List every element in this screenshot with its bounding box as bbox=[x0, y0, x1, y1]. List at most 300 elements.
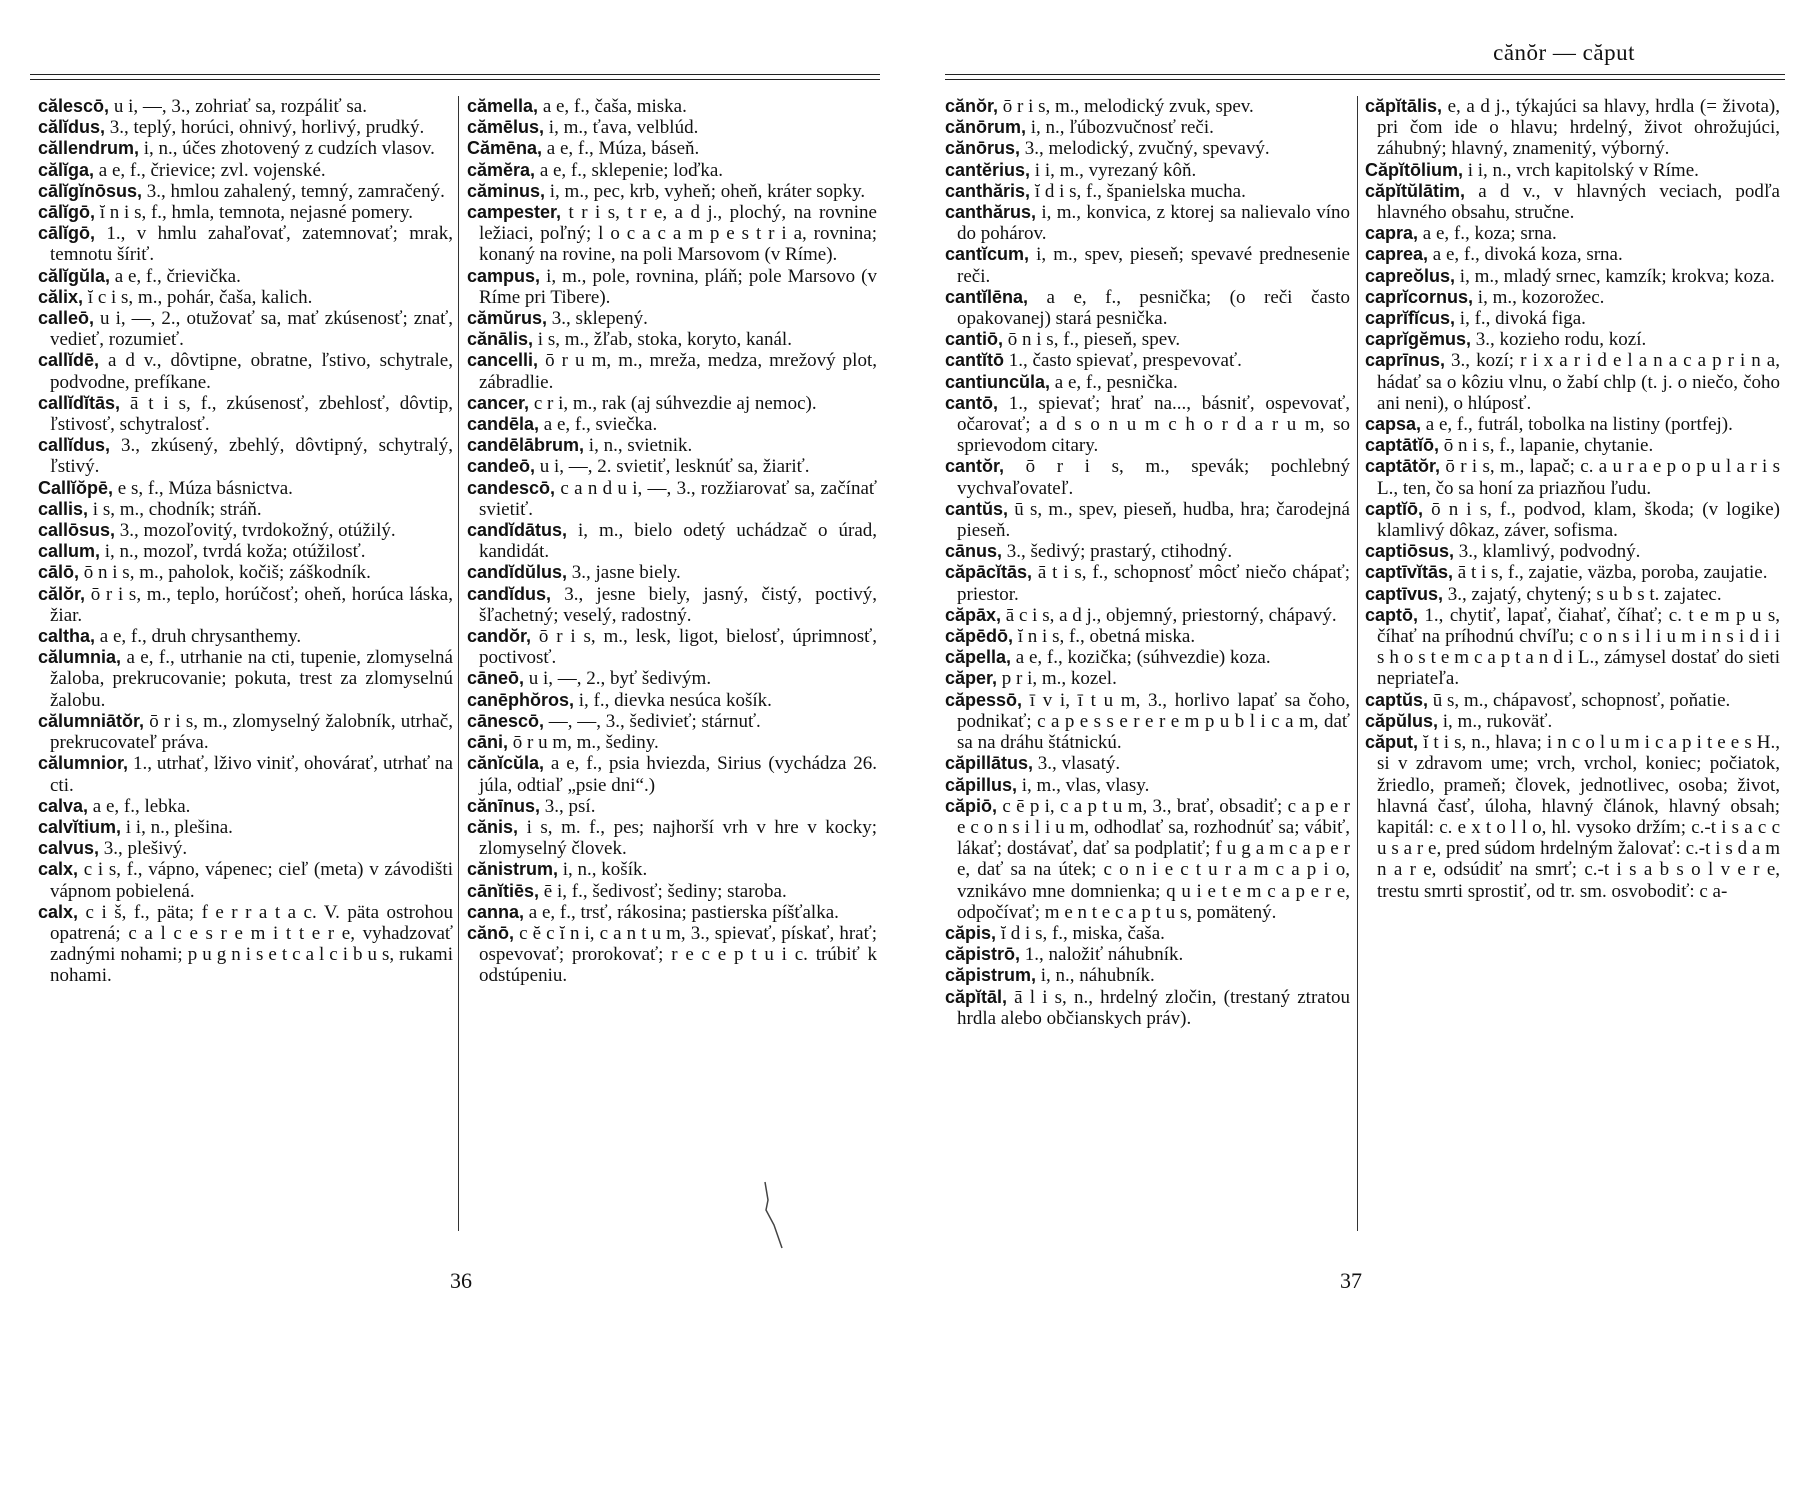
dictionary-entry bbox=[1365, 266, 1780, 287]
dictionary-entry bbox=[38, 393, 453, 435]
headword: cālĭgō, bbox=[38, 223, 96, 244]
definition: 1., naložiť náhubník. bbox=[1020, 944, 1184, 966]
headword: călumnia, bbox=[38, 647, 122, 668]
definition: u i, —, 3., zohriať sa, rozpáliť sa. bbox=[109, 96, 367, 117]
dictionary-entry bbox=[945, 244, 1350, 286]
definition: 1., spievať; hrať na..., básniť, ospevovať, očarovať; a d s o n u m c h o r d a r u m, so sprievodom citary. bbox=[957, 392, 1350, 457]
dictionary-entry bbox=[467, 393, 877, 414]
headword: cantiuncŭla, bbox=[945, 371, 1051, 392]
dictionary-entry bbox=[38, 287, 453, 308]
dictionary-entry bbox=[467, 308, 877, 329]
dictionary-entry bbox=[945, 372, 1350, 393]
headword: căpillus, bbox=[945, 774, 1018, 795]
headword: cālō, bbox=[38, 562, 80, 583]
header-rule bbox=[30, 74, 880, 75]
headword: cănŏr, bbox=[945, 96, 999, 116]
definition: 3., hmlou zahalený, temný, zamračený. bbox=[142, 180, 445, 202]
dictionary-entry bbox=[1365, 223, 1780, 244]
dictionary-entry bbox=[945, 647, 1350, 668]
dictionary-entry bbox=[1365, 287, 1780, 308]
dictionary-entry bbox=[1365, 435, 1780, 456]
dictionary-entry bbox=[945, 350, 1350, 371]
definition: ū s, m., chápavosť, schopnosť, poňatie. bbox=[1428, 689, 1731, 711]
headword: călumniātŏr, bbox=[38, 710, 145, 731]
definition: ū s, m., spev, pieseň, hudba, hra; čarodejná pieseň. bbox=[957, 498, 1350, 542]
definition: ā l i s, n., hrdelný zločin, (trestaný ztratou hrdla alebo občianskych práv). bbox=[957, 986, 1350, 1029]
headword: callōsus, bbox=[38, 520, 116, 541]
dictionary-entry bbox=[38, 902, 453, 987]
definition: c r i, m., rak (aj súhvezdie aj nemoc). bbox=[529, 392, 817, 414]
dictionary-entry bbox=[945, 160, 1350, 181]
dictionary-entry bbox=[467, 902, 877, 923]
headword: cālĭgĭnōsus, bbox=[38, 180, 143, 201]
definition: c ē p i, c a p t u m, 3., brať, obsadiť; c a p e r e c o n s i l i u m, odhodlať sa, rozhodnúť sa; vábiť, lákať; dostávať, dať sa podplatiť; f u g a m c a p e r e, dať sa na útek; c o n i e c t u r a m c a p i o, vznikávo mne domnienka; q u i e t e m c a p e r e, odpočívať; m e n t e c a p t u s, pomätený. bbox=[957, 795, 1350, 923]
header-rule bbox=[945, 74, 1785, 75]
dictionary-entry bbox=[945, 287, 1350, 329]
dictionary-entry bbox=[38, 350, 453, 392]
headword: candĭdātus, bbox=[467, 520, 568, 541]
headword: callĭdĭtās, bbox=[38, 392, 121, 413]
definition: ō r i s, m., melodický zvuk, spev. bbox=[998, 96, 1254, 117]
dictionary-entry bbox=[467, 329, 877, 350]
headword: calvĭtium, bbox=[38, 816, 122, 837]
dictionary-entry bbox=[467, 202, 877, 266]
headword: călumnior, bbox=[38, 753, 129, 774]
definition: a e, f., sklepenie; loďka. bbox=[535, 159, 724, 181]
definition: ā t i s, f., zkúsenosť, zbehlosť, dôvtip, ľstivosť, schytralosť. bbox=[50, 392, 453, 436]
dictionary-entry bbox=[467, 350, 877, 392]
headword: cantiō, bbox=[945, 329, 1004, 350]
dictionary-entry bbox=[1365, 456, 1780, 498]
headword: căminus, bbox=[467, 180, 546, 201]
headword: căpācĭtās, bbox=[945, 562, 1033, 583]
definition: c a n d u i, —, 3., rozžiarovať sa, začínať svietiť. bbox=[479, 477, 877, 520]
definition: ō r i s, m., spevák; pochlebný vychvaľovateľ. bbox=[957, 456, 1350, 499]
dictionary-entry bbox=[945, 181, 1350, 202]
headword: caprĭcornus, bbox=[1365, 286, 1474, 307]
headword: cantĭcum, bbox=[945, 244, 1030, 265]
dictionary-entry bbox=[467, 478, 877, 520]
headword: călĭgŭla, bbox=[38, 265, 111, 286]
definition: a e, f., koza; srna. bbox=[1418, 223, 1557, 245]
right-page bbox=[945, 0, 1785, 1500]
left-page bbox=[30, 0, 880, 1500]
definition: a e, f., lebka. bbox=[88, 795, 191, 817]
headword: cănālis, bbox=[467, 329, 534, 350]
dictionary-entry bbox=[945, 690, 1350, 754]
definition: 1., často spievať, prespevovať. bbox=[1004, 350, 1242, 372]
dictionary-entry bbox=[467, 96, 877, 117]
dictionary-entry bbox=[1365, 329, 1780, 350]
headword: captŭs, bbox=[1365, 689, 1429, 710]
definition: 3., teplý, horúci, ohnivý, horlivý, prudký. bbox=[105, 117, 425, 139]
definition: t r i s, t r e, a d j., plochý, na rovnine ležiaci, poľný; l o c a c a m p e s t r i a, rovnina; konaný na rovine, na poli Marsovom (v Ríme). bbox=[479, 202, 877, 266]
definition: i, n., košík. bbox=[558, 859, 648, 881]
definition: e s, f., Múza básnictva. bbox=[113, 477, 293, 499]
definition: a e, f., druh chrysanthemy. bbox=[95, 626, 302, 648]
headword: cāni, bbox=[467, 732, 509, 753]
dictionary-entry bbox=[945, 987, 1350, 1029]
definition: ō r u m, m., šediny. bbox=[508, 732, 659, 754]
headword: căpiō, bbox=[945, 795, 998, 816]
definition: ĭ t i s, n., hlava; i n c o l u m i c a p i t e e s H., si v zdravom ume; vrch, vrchol, koniec; počiatok, žriedlo, prameň; človek, jednotlivec, osoba; život, hlavná časť, úloha, hlavný článok, hlavný obsah; kapitál: c. e x t o l l o, hl. vysoko držím; c.-t i s a c c u s a r e, pred súdom hrdelným žalovať: c.-t i s d a m n a r e, odsúdiť na smrť; c.-t i s a b s o l v e r e, trestu smrti sprostiť, od tr. sm. osvobodiť: c a- bbox=[1377, 732, 1780, 902]
headword: căpis, bbox=[945, 922, 997, 943]
dictionary-entry bbox=[467, 668, 877, 689]
dictionary-entry bbox=[467, 711, 877, 732]
headword: căpessō, bbox=[945, 689, 1023, 710]
definition: c ĕ c ĭ n i, c a n t u m, 3., spievať, pískať, hrať; ospevovať; prorokovať; r e c e p t u i c. trúbiť k odstúpeniu. bbox=[479, 922, 877, 987]
dictionary-entry bbox=[1365, 181, 1780, 223]
definition: a e, f., pesnička. bbox=[1050, 371, 1178, 393]
dictionary-entry bbox=[1365, 605, 1780, 690]
headword: căpŭlus, bbox=[1365, 710, 1439, 731]
headword: callĭdus, bbox=[38, 435, 111, 456]
definition: a e, f., utrhanie na cti, tupenie, zlomyselná žaloba, prekrucovanie; pokuta, trest za zlomyselnú žalobu. bbox=[50, 647, 453, 711]
dictionary-entry bbox=[38, 181, 453, 202]
dictionary-entry bbox=[38, 160, 453, 181]
dictionary-column-left-1 bbox=[38, 96, 453, 987]
definition: ō n i s, m., paholok, kočiš; záškodník. bbox=[79, 562, 371, 584]
headword: callis, bbox=[38, 498, 89, 519]
headword: captātŏr, bbox=[1365, 456, 1441, 477]
dictionary-entry bbox=[467, 435, 877, 456]
headword: capreŏlus, bbox=[1365, 265, 1456, 286]
dictionary-entry bbox=[467, 796, 877, 817]
dictionary-entry bbox=[1365, 350, 1780, 414]
definition: i i, n., plešina. bbox=[121, 816, 233, 838]
definition: a e, f., sviečka. bbox=[539, 414, 658, 436]
definition: 3., jasne biely. bbox=[567, 562, 681, 584]
definition: ō n i s, f., podvod, klam, škoda; (v logike) klamlivý dôkaz, záver, sofisma. bbox=[1377, 498, 1780, 542]
headword: cāneō, bbox=[467, 668, 525, 689]
headword: capsa, bbox=[1365, 414, 1422, 435]
definition: ō r i s, m., lapač; c. a u r a e p o p u l a r i s L., ten, čo sa honí za priazňou ľudu. bbox=[1377, 456, 1780, 499]
definition: i, m., rukoväť. bbox=[1438, 710, 1553, 732]
definition: c i s, f., vápno, vápenec; cieľ (meta) v závodišti vápnom pobielená. bbox=[50, 859, 453, 902]
headword: candĭdus, bbox=[467, 583, 552, 604]
column-divider bbox=[1357, 96, 1358, 1231]
dictionary-entry bbox=[467, 881, 877, 902]
dictionary-entry bbox=[1365, 499, 1780, 541]
header-rule-thin bbox=[945, 79, 1785, 80]
dictionary-entry bbox=[38, 796, 453, 817]
dictionary-entry bbox=[945, 138, 1350, 159]
definition: u i, —, 2., byť šedivým. bbox=[524, 668, 712, 690]
definition: a e, f., črievice; zvl. vojenské. bbox=[94, 159, 326, 181]
headword: căpillātus, bbox=[945, 753, 1034, 774]
headword: Cămēna, bbox=[467, 138, 543, 159]
headword: caprīnus, bbox=[1365, 350, 1446, 371]
definition: ō r i s, m., teplo, horúčosť; oheň, horúca láska, žiar. bbox=[50, 583, 453, 626]
definition: 3., klamlivý, podvodný. bbox=[1454, 541, 1641, 563]
headword: căpella, bbox=[945, 647, 1012, 668]
dictionary-column-right-2 bbox=[1365, 96, 1780, 902]
dictionary-entry bbox=[945, 96, 1350, 117]
headword: captīvĭtās, bbox=[1365, 562, 1454, 583]
headword: cancelli, bbox=[467, 350, 539, 371]
headword: captĭō, bbox=[1365, 498, 1424, 519]
dictionary-entry bbox=[467, 266, 877, 308]
definition: i, m., pole, rovnina, pláň; pole Marsovo (v Ríme pri Tibere). bbox=[479, 265, 877, 308]
page-number: 36 bbox=[450, 1268, 472, 1293]
definition: ĭ d i s, f., miska, čaša. bbox=[996, 922, 1165, 944]
dictionary-entry bbox=[38, 223, 453, 265]
headword: calvus, bbox=[38, 838, 100, 859]
definition: i, m., bielo odetý uchádzač o úrad, kandidát. bbox=[479, 520, 877, 563]
header-rule-thin bbox=[30, 79, 880, 80]
headword: cănōrum, bbox=[945, 117, 1027, 138]
definition: ĭ n i s, f., hmla, temnota, nejasné pomery. bbox=[95, 202, 414, 224]
dictionary-entry bbox=[1365, 160, 1780, 181]
page-number: 37 bbox=[1340, 1268, 1362, 1293]
definition: a e, f., futrál, tobolka na listiny (portfej). bbox=[1421, 414, 1733, 436]
definition: e, a d j., týkajúci sa hlavy, hrdla (= života), pri čom ide o hlavu; hrdelný, život ohrožujúci, záhubný; hlavný, znamenitý, výborný. bbox=[1377, 96, 1780, 160]
definition: c i š, f., päta; f e r r a t a c. V. päta ostrohou opatrená; c a l c e s r e m i t t e r e, vyhadzovať zadnými nohami; p u g n i s e t c a l c i b u s, rukami nohami. bbox=[50, 901, 453, 987]
headword: căput, bbox=[1365, 732, 1419, 753]
dictionary-entry bbox=[38, 202, 453, 223]
dictionary-entry bbox=[467, 817, 877, 859]
dictionary-entry bbox=[945, 499, 1350, 541]
dictionary-entry bbox=[945, 923, 1350, 944]
definition: ī v i, ī t u m, 3., horlivo lapať sa čoho, podnikať; c a p e s s e r e r e m p u b l i c a m, dať sa na dráhu štátnickú. bbox=[957, 689, 1350, 754]
headword: căpĭtāl, bbox=[945, 986, 1008, 1007]
definition: a e, f., psia hviezda, Sirius (vychádza 26. júla, odtiaľ „psie dni“.) bbox=[479, 753, 877, 796]
definition: i s, m., žľab, stoka, koryto, kanál. bbox=[533, 329, 792, 351]
dictionary-entry bbox=[467, 181, 877, 202]
headword: cantĕrius, bbox=[945, 159, 1031, 180]
dictionary-entry bbox=[1365, 562, 1780, 583]
headword: cămella, bbox=[467, 96, 539, 116]
definition: 3., zkúsený, zbehlý, dôvtipný, schytralý, ľstivý. bbox=[50, 435, 453, 478]
dictionary-entry bbox=[467, 690, 877, 711]
headword: canthărus, bbox=[945, 202, 1037, 223]
definition: —, —, 3., šedivieť; stárnuť. bbox=[544, 710, 761, 732]
headword: caprĭgĕmus, bbox=[1365, 329, 1472, 350]
definition: ō n i s, f., pieseň, spev. bbox=[1003, 329, 1181, 351]
headword: cămēlus, bbox=[467, 117, 545, 138]
definition: 3., psí. bbox=[540, 795, 596, 817]
headword: canēphŏros, bbox=[467, 689, 575, 710]
definition: a e, f., divoká koza, srna. bbox=[1428, 244, 1623, 266]
dictionary-entry bbox=[467, 562, 877, 583]
definition: ē i, f., šedivosť; šediny; staroba. bbox=[539, 880, 787, 902]
dictionary-entry bbox=[38, 838, 453, 859]
headword: Callĭŏpē, bbox=[38, 477, 114, 498]
headword: candēla, bbox=[467, 414, 540, 435]
dictionary-entry bbox=[38, 266, 453, 287]
definition: ō r u m, m., mreža, medza, mrežový plot, zábradlie. bbox=[479, 350, 877, 393]
dictionary-entry bbox=[467, 626, 877, 668]
dictionary-entry bbox=[1365, 96, 1780, 160]
definition: ō n i s, f., lapanie, chytanie. bbox=[1439, 435, 1654, 457]
headword: calva, bbox=[38, 795, 89, 816]
definition: 3., zajatý, chytený; s u b s t. zajatec. bbox=[1443, 583, 1722, 605]
dictionary-entry bbox=[467, 859, 877, 880]
headword: căpāx, bbox=[945, 604, 1002, 625]
definition: i, m., konvica, z ktorej sa nalievalo víno do pohárov. bbox=[957, 202, 1350, 245]
headword: canthăris, bbox=[945, 180, 1031, 201]
definition: ĭ c i s, m., pohár, čaša, kalich. bbox=[83, 286, 313, 308]
headword: cănīnus, bbox=[467, 795, 541, 816]
definition: i, f., dievka nesúca košík. bbox=[574, 689, 772, 711]
headword: candeō, bbox=[467, 456, 536, 477]
definition: 3., kozieho rodu, kozí. bbox=[1471, 329, 1647, 351]
definition: 3., sklepený. bbox=[547, 308, 648, 330]
dictionary-entry bbox=[945, 202, 1350, 244]
headword: cănō, bbox=[467, 922, 515, 943]
dictionary-entry bbox=[467, 520, 877, 562]
definition: ā t i s, f., schopnosť môcť niečo chápať; priestor. bbox=[957, 562, 1350, 605]
definition: i, m., mladý srnec, kamzík; krokva; koza. bbox=[1455, 265, 1775, 287]
headword: candŏr, bbox=[467, 626, 532, 647]
headword: caltha, bbox=[38, 626, 96, 647]
dictionary-entry bbox=[945, 796, 1350, 923]
definition: i, m., ťava, velblúd. bbox=[544, 117, 699, 139]
definition: ā t i s, f., zajatie, väzba, poroba, zaujatie. bbox=[1453, 562, 1768, 584]
definition: ā c i s, a d j., objemný, priestorný, chápavý. bbox=[1001, 604, 1337, 626]
headword: canna, bbox=[467, 901, 525, 922]
definition: i, n., účes zhotovený z cudzích vlasov. bbox=[139, 138, 435, 160]
headword: calx, bbox=[38, 901, 79, 922]
definition: i s, m. f., pes; najhorší vrh v hre v kocky; zlomyselný človek. bbox=[479, 816, 877, 860]
dictionary-entry bbox=[38, 562, 453, 583]
dictionary-entry bbox=[38, 138, 453, 159]
headword: candĭdŭlus, bbox=[467, 562, 568, 583]
headword: captīvus, bbox=[1365, 583, 1444, 604]
dictionary-entry bbox=[945, 944, 1350, 965]
headword: campus, bbox=[467, 265, 541, 286]
dictionary-entry bbox=[467, 117, 877, 138]
dictionary-entry bbox=[38, 520, 453, 541]
headword: cămĕra, bbox=[467, 159, 536, 180]
dictionary-entry bbox=[945, 329, 1350, 350]
dictionary-entry bbox=[1365, 541, 1780, 562]
headword: Căpĭtōlium, bbox=[1365, 159, 1463, 180]
headword: campester, bbox=[467, 202, 562, 223]
dictionary-entry bbox=[945, 117, 1350, 138]
headword: cantŏr, bbox=[945, 456, 1005, 477]
headword: captō, bbox=[1365, 604, 1419, 625]
stray-pen-mark bbox=[760, 1180, 790, 1250]
dictionary-column-right-1 bbox=[945, 96, 1350, 1029]
definition: i, f., divoká figa. bbox=[1455, 308, 1586, 330]
dictionary-column-left-2 bbox=[467, 96, 877, 987]
headword: căpĭtālis, bbox=[1365, 96, 1443, 116]
dictionary-entry bbox=[38, 626, 453, 647]
definition: 3., vlasatý. bbox=[1033, 753, 1121, 775]
headword: căpĭtŭlātim, bbox=[1365, 180, 1466, 201]
headword: cantĭtō bbox=[945, 350, 1005, 371]
definition: 3., melodický, zvučný, spevavý. bbox=[1020, 138, 1270, 160]
headword: callĭdē, bbox=[38, 350, 100, 371]
dictionary-entry bbox=[945, 605, 1350, 626]
headword: cănis, bbox=[467, 816, 519, 837]
dictionary-entry bbox=[467, 923, 877, 987]
headword: caprĭfĭcus, bbox=[1365, 308, 1456, 329]
dictionary-entry bbox=[1365, 244, 1780, 265]
headword: călĭga, bbox=[38, 159, 95, 180]
headword: călix, bbox=[38, 286, 84, 307]
running-head: cănŏr — căput bbox=[1493, 40, 1635, 65]
definition: i, n., ľúbozvučnosť reči. bbox=[1026, 117, 1214, 139]
definition: p r i, m., kozel. bbox=[997, 668, 1117, 690]
dictionary-entry bbox=[38, 308, 453, 350]
dictionary-entry bbox=[467, 732, 877, 753]
dictionary-entry bbox=[945, 456, 1350, 498]
dictionary-entry bbox=[1365, 690, 1780, 711]
dictionary-entry bbox=[38, 711, 453, 753]
dictionary-entry bbox=[38, 435, 453, 477]
dictionary-entry bbox=[38, 478, 453, 499]
definition: a e, f., pesnička; (o reči často opakovanej) stará pesnička. bbox=[957, 286, 1350, 330]
dictionary-entry bbox=[38, 817, 453, 838]
definition: a d v., v hlavných veciach, podľa hlavného obsahu, stručne. bbox=[1377, 180, 1780, 224]
definition: 1., v hmlu zahaľovať, zatemnovať; mrak, temnotu šíriť. bbox=[50, 223, 453, 266]
headword: călescō, bbox=[38, 96, 110, 116]
headword: cantŭs, bbox=[945, 498, 1009, 519]
dictionary-entry bbox=[945, 626, 1350, 647]
dictionary-entry bbox=[1365, 414, 1780, 435]
dictionary-entry bbox=[467, 456, 877, 477]
definition: a e, f., kozička; (súhvezdie) koza. bbox=[1011, 647, 1271, 669]
definition: 3., šedivý; prastarý, ctihodný. bbox=[1002, 541, 1233, 563]
definition: a e, f., trsť, rákosina; pastierska píšťalka. bbox=[524, 901, 839, 923]
headword: cămŭrus, bbox=[467, 308, 548, 329]
definition: i, m., spev, pieseň; spevavé prednesenie reči. bbox=[957, 244, 1350, 287]
definition: a e, f., črievička. bbox=[110, 265, 241, 287]
dictionary-entry bbox=[945, 753, 1350, 774]
headword: candescō, bbox=[467, 477, 556, 498]
headword: cănōrus, bbox=[945, 138, 1021, 159]
dictionary-entry bbox=[38, 584, 453, 626]
definition: 1., utrhať, lživo viniť, ohovárať, utrhať na cti. bbox=[50, 753, 453, 796]
dictionary-entry bbox=[467, 160, 877, 181]
definition: i, n., mozoľ, tvrdá koža; otúžilosť. bbox=[100, 541, 366, 563]
definition: u i, —, 2., otužovať sa, mať zkúsenosť; znať, vedieť, rozumieť. bbox=[50, 308, 453, 351]
headword: cānĭtiēs, bbox=[467, 880, 540, 901]
definition: ō r i s, m., zlomyselný žalobník, utrhač, prekrucovateľ práva. bbox=[50, 710, 453, 754]
dictionary-entry bbox=[38, 753, 453, 795]
dictionary-entry bbox=[467, 414, 877, 435]
headword: caprea, bbox=[1365, 244, 1429, 265]
headword: cālĭgō, bbox=[38, 202, 96, 223]
definition: u i, —, 2. svietiť, lesknúť sa, žiariť. bbox=[535, 456, 810, 478]
dictionary-entry bbox=[945, 541, 1350, 562]
headword: calleō, bbox=[38, 308, 95, 329]
definition: i, m., kozorožec. bbox=[1473, 286, 1605, 308]
headword: callum, bbox=[38, 541, 101, 562]
headword: căllendrum, bbox=[38, 138, 140, 159]
dictionary-entry bbox=[945, 393, 1350, 457]
definition: 1., chytiť, lapať, čiahať, číhať; c. t e m p u s, číhať na príhodnú chvíľu; c o n s i l i u m i n s i d i i s h o s t e m c a p t a n d i L., zámysel dostať do sieti nepriateľa. bbox=[1377, 604, 1780, 690]
definition: i, m., pec, krb, vyheň; oheň, kráter sopky. bbox=[545, 180, 866, 202]
definition: i, n., náhubník. bbox=[1036, 965, 1155, 987]
headword: cantĭlēna, bbox=[945, 286, 1029, 307]
headword: cănĭcŭla, bbox=[467, 753, 545, 774]
definition: i s, m., chodník; stráň. bbox=[88, 498, 262, 520]
headword: cānescō, bbox=[467, 710, 545, 731]
dictionary-entry bbox=[1365, 732, 1780, 902]
dictionary-entry bbox=[1365, 308, 1780, 329]
headword: căpistrō, bbox=[945, 944, 1021, 965]
headword: calx, bbox=[38, 859, 79, 880]
definition: 3., jesne biely, jasný, čistý, poctivý, šľachetný; veselý, radostný. bbox=[479, 583, 877, 626]
dictionary-entry bbox=[38, 96, 453, 117]
definition: i i, m., vyrezaný kôň. bbox=[1030, 159, 1197, 181]
headword: capra, bbox=[1365, 223, 1419, 244]
headword: căpistrum, bbox=[945, 965, 1037, 986]
definition: i, n., svietnik. bbox=[584, 435, 693, 457]
